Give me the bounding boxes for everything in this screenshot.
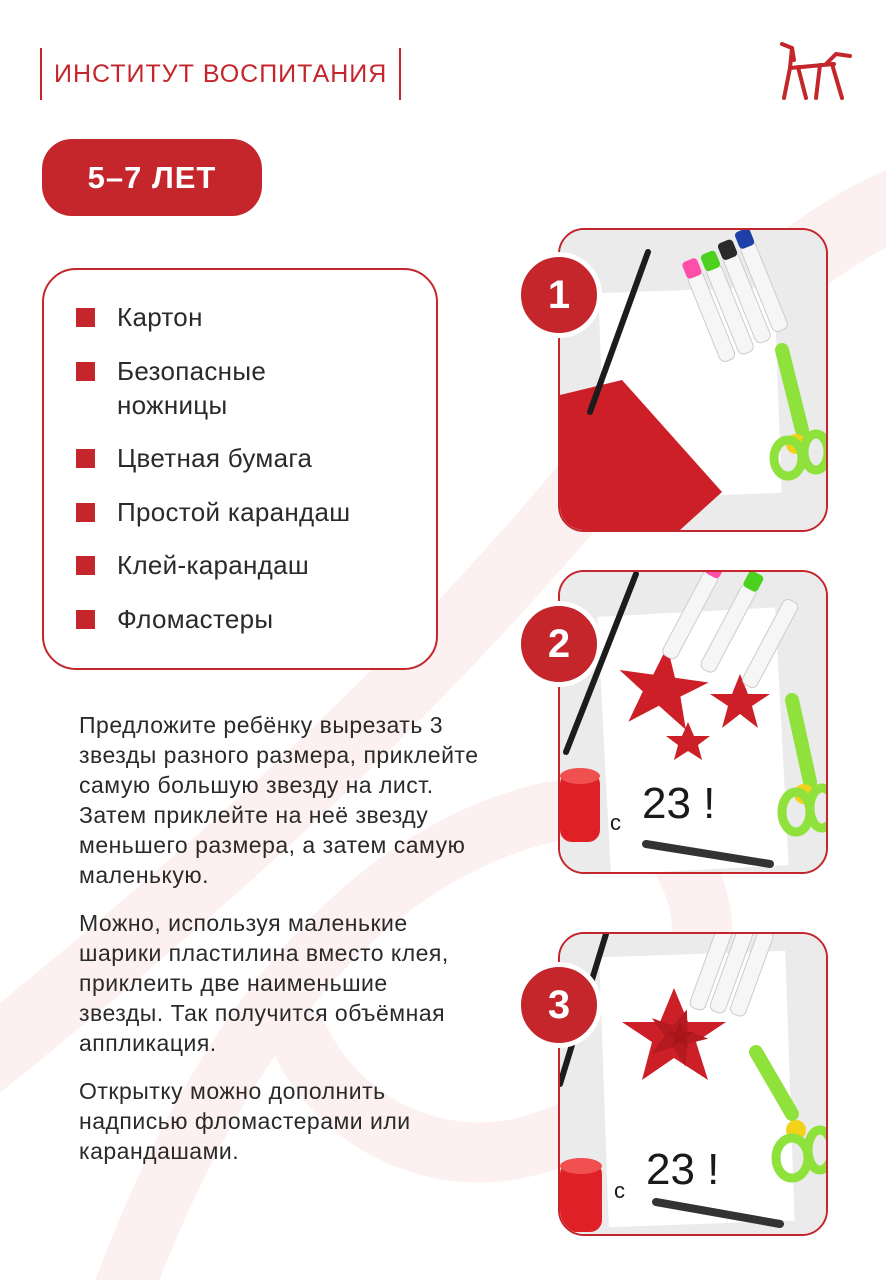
material-label: Фломастеры bbox=[117, 603, 274, 634]
step-2-photo-caption-1: с bbox=[610, 810, 621, 835]
step-3-photo bbox=[558, 932, 828, 1236]
step-2-photo-caption-2: 23 ! bbox=[642, 779, 716, 828]
square-bullet-icon bbox=[76, 362, 95, 381]
material-label: Картон bbox=[117, 302, 203, 332]
material-item bbox=[74, 300, 350, 334]
instruction-paragraph: Предложите ребёнку вырезать 3 звезды разного размера, приклейте самую большую звезду на лист. Затем приклейте на неё звезду меньшего размера, а затем самую маленькую. bbox=[79, 712, 479, 888]
instruction-paragraph: Можно, используя маленькие шарики пластилина вместо клея, приклеить две наименьшие звезды. Так получится объёмная аппликация. bbox=[79, 910, 449, 1056]
instructions bbox=[79, 710, 499, 1184]
institute-name: ИНСТИТУТ ВОСПИТАНИЯ bbox=[54, 59, 388, 88]
step-1-photo bbox=[558, 228, 828, 532]
square-bullet-icon bbox=[76, 449, 95, 468]
material-label: Безопасные ножницы bbox=[117, 355, 267, 420]
material-label: Простой карандаш bbox=[117, 496, 351, 527]
material-item bbox=[74, 441, 350, 475]
square-bullet-icon bbox=[76, 308, 95, 327]
header-right-bar bbox=[399, 48, 401, 100]
step-2-photo bbox=[558, 570, 828, 874]
square-bullet-icon bbox=[76, 610, 95, 629]
material-item bbox=[74, 495, 350, 529]
material-item bbox=[74, 548, 350, 582]
step-3-illustration bbox=[560, 934, 826, 1234]
age-badge: 5–7 ЛЕТ bbox=[42, 139, 262, 216]
step-3-photo-caption-2: 23 ! bbox=[646, 1145, 720, 1194]
chair-horse-logo-icon bbox=[776, 38, 854, 102]
material-item bbox=[74, 602, 350, 636]
step-1-number: 1 bbox=[516, 252, 602, 338]
material-item bbox=[74, 354, 317, 422]
square-bullet-icon bbox=[76, 556, 95, 575]
instruction-paragraph: Открытку можно дополнить надписью фломастерами или карандашами. bbox=[79, 1078, 411, 1164]
materials-list bbox=[74, 300, 350, 656]
step-3-photo-caption-1: с bbox=[614, 1178, 625, 1203]
material-label: Цветная бумага bbox=[117, 443, 313, 474]
material-label: Клей-карандаш bbox=[117, 550, 310, 581]
header bbox=[40, 48, 401, 100]
step-2-number: 2 bbox=[516, 601, 602, 687]
step-2-illustration bbox=[560, 572, 826, 872]
step-3-number: 3 bbox=[516, 962, 602, 1048]
square-bullet-icon bbox=[76, 503, 95, 522]
materials-card bbox=[42, 268, 438, 670]
step-1-illustration bbox=[560, 230, 826, 530]
